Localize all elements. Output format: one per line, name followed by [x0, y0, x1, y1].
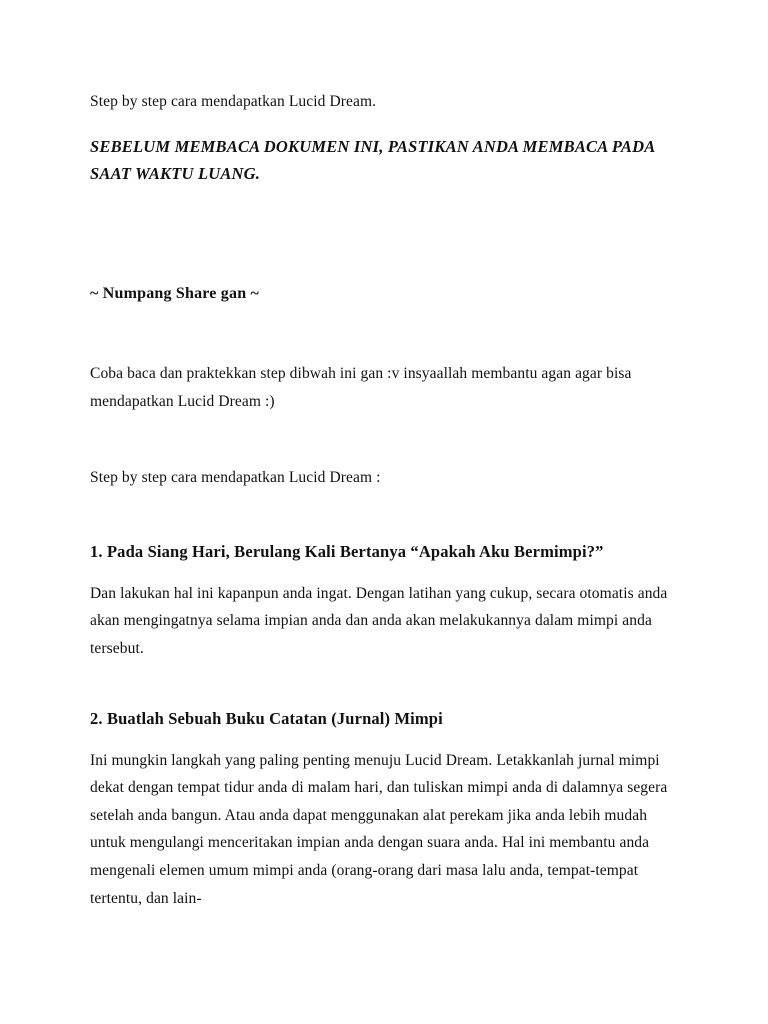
section-1	[90, 539, 676, 662]
warning-notice: SEBELUM MEMBACA DOKUMEN INI, PASTIKAN ANDA MEMBACA PADA SAAT WAKTU LUANG.	[90, 136, 655, 184]
section-2-heading: 2. Buatlah Sebuah Buku Catatan (Jurnal) Mimpi	[90, 709, 443, 729]
spacer-after-invite	[90, 416, 676, 464]
steps-title: Step by step cara mendapatkan Lucid Dream :	[90, 468, 381, 486]
spacer-after-warning	[90, 188, 676, 280]
section-2-body: Ini mungkin langkah yang paling penting menuju Lucid Dream. Letakkanlah jurnal mimpi dekat dengan tempat tidur anda di malam hari, dan tuliskan mimpi anda di dalamnya segera setelah anda bangun. Atau anda dapat menggunakan alat perekam jika anda lebih mudah untuk mengulangi menceritakan impian anda dengan suara anda. Hal ini membantu anda mengenali elemen umum mimpi anda (orang-orang dari masa lalu anda, tempat-tempat tertentu, dan lain-	[90, 751, 668, 907]
intro-line: Step by step cara mendapatkan Lucid Dream.	[90, 93, 377, 110]
spacer-before-section-1	[90, 491, 676, 539]
share-line: ~ Numpang Share gan ~	[90, 285, 260, 303]
spacer-after-share	[90, 308, 676, 360]
invite-paragraph: Coba baca dan praktekkan step dibwah ini gan :v insyaallah membantu agan agar bisa mendapatkan Lucid Dream :)	[90, 365, 632, 411]
spacer-before-section-2	[90, 662, 676, 706]
section-2	[90, 706, 676, 912]
section-1-body: Dan lakukan hal ini kapanpun anda ingat. Dengan latihan yang cukup, secara otomatis anda akan mengingatnya selama impian anda dan anda akan melakukannya dalam mimpi anda tersebut.	[90, 584, 668, 657]
section-1-heading: 1. Pada Siang Hari, Berulang Kali Bertanya “Apakah Aku Bermimpi?”	[90, 542, 604, 562]
document-body	[90, 88, 676, 912]
